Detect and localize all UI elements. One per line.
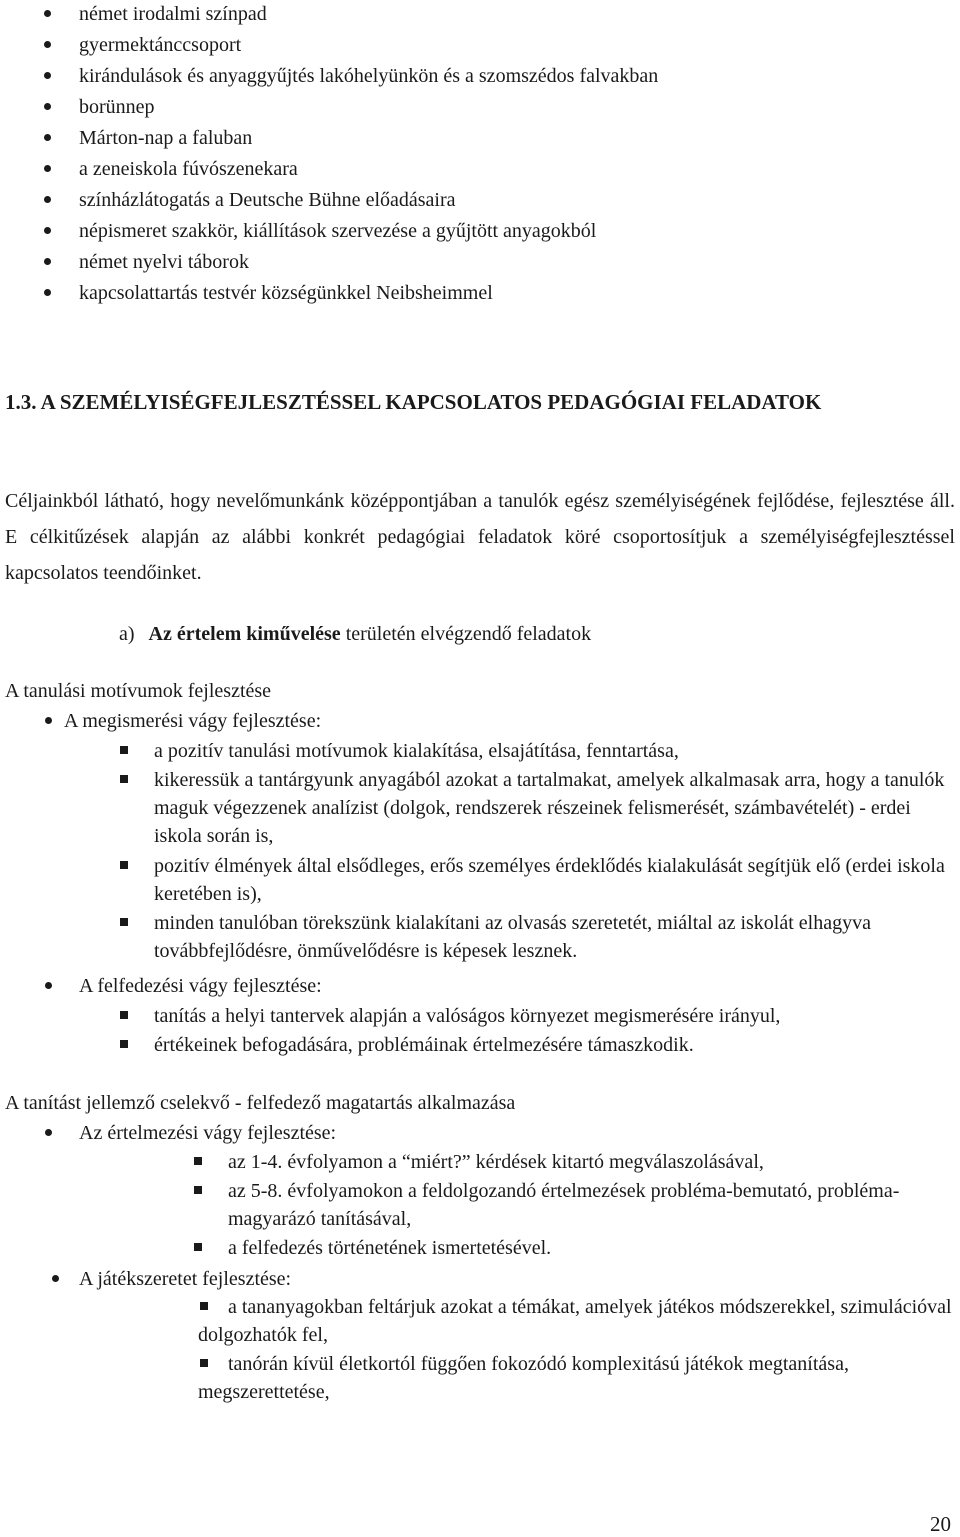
square-bullet-icon <box>194 1157 202 1165</box>
page-number: 20 <box>930 1512 951 1536</box>
sub-bullet-text: kikeressük a tantárgyunk anyagából azokat a tartalmakat, amelyek alkalmasak arra, hogy a tanulók maguk végezzenek analízist (dolgok, rendszerek részeinek felismerését, számbavételét) - erdei iskola során is, <box>154 769 945 847</box>
square-bullet-icon <box>120 1040 128 1048</box>
sub-bullet-text: az 5-8. évfolyamokon a feldolgozandó értelmezések probléma-bemutató, probléma-magyarázó tanításával, <box>228 1180 900 1230</box>
subsection-heading <box>119 620 591 648</box>
section-heading: 1.3. A SZEMÉLYISÉGFEJLESZTÉSSEL KAPCSOLATOS PEDAGÓGIAI FELADATOK <box>5 390 822 414</box>
bullet-dot-icon <box>44 196 51 203</box>
list-item: német irodalmi színpad <box>0 0 658 31</box>
bullet-dot-icon <box>52 1275 59 1282</box>
intro-paragraph: Céljainkból látható, hogy nevelőmunkánk középpontjában a tanulók egész személyiségének fejlődése, fejlesztése áll. E célkitűzések alapján az alábbi konkrét pedagógiai feladatok köré csoportosítjuk a személyiségfejlesztéssel kapcsolatos teendőinket. <box>5 490 955 584</box>
block-title: A tanítást jellemző cselekvő - felfedező magatartás alkalmazása <box>5 1092 516 1114</box>
square-bullet-icon <box>120 918 128 926</box>
bullet-dot-icon <box>44 41 51 48</box>
sub-bullet-text: pozitív élmények által elsődleges, erős személyes érdeklődés kialakulását segítjük elő (erdei iskola keretében is), <box>154 855 945 905</box>
square-bullet-icon <box>120 746 128 754</box>
sub-bullet-text: tanórán kívül életkortól függően fokozódó komplexitású játékok megtanítása, megszerettetése, <box>198 1353 849 1403</box>
bullet-dot-icon <box>44 10 51 17</box>
bullet-dot-icon <box>44 103 51 110</box>
list-item: borünnep <box>0 93 658 124</box>
bullet-label: Az értelmezési vágy fejlesztése: <box>79 1122 337 1144</box>
square-bullet-icon <box>120 775 128 783</box>
square-bullet-icon <box>120 861 128 869</box>
bullet-dot-icon <box>44 165 51 172</box>
square-bullet-icon <box>120 1011 128 1019</box>
list-item: Márton-nap a faluban <box>0 124 658 155</box>
bullet-label: A megismerési vágy fejlesztése: <box>64 710 322 732</box>
bullet-label: A játékszeretet fejlesztése: <box>79 1268 292 1290</box>
list-item: kirándulások és anyaggyűjtés lakóhelyünkön és a szomszédos falvakban <box>0 62 658 93</box>
list-item: színházlátogatás a Deutsche Bühne előadásaira <box>0 186 658 217</box>
list-item: német nyelvi táborok <box>0 248 658 279</box>
sub-bullet-text: a felfedezés történetének ismertetésével. <box>228 1237 552 1259</box>
activities-list <box>0 0 658 310</box>
bullet-dot-icon <box>45 717 52 724</box>
list-item: kapcsolattartás testvér községünkkel Neibsheimmel <box>0 279 658 310</box>
bullet-dot-icon <box>45 982 52 989</box>
square-bullet-icon <box>194 1243 202 1251</box>
sub-bullet-text: minden tanulóban törekszünk kialakítani az olvasás szeretetét, miáltal az iskolát elhagyva továbbfejlődésre, önművelődésre is képesek lesznek. <box>154 912 871 962</box>
list-item: a zeneiskola fúvószenekara <box>0 155 658 186</box>
sub-bullet-text: a pozitív tanulási motívumok kialakítása, elsajátítása, fenntartása, <box>154 740 679 762</box>
subsection-label: a) <box>119 623 135 645</box>
bullet-dot-icon <box>44 134 51 141</box>
sub-bullet-text: az 1-4. évfolyamon a “miért?” kérdések kitartó megválaszolásával, <box>228 1151 764 1173</box>
bullet-dot-icon <box>44 289 51 296</box>
block-title: A tanulási motívumok fejlesztése <box>5 680 272 702</box>
sub-bullet-text: tanítás a helyi tantervek alapján a valóságos környezet megismerésére irányul, <box>154 1005 781 1027</box>
bullet-dot-icon <box>44 227 51 234</box>
list-item: gyermektánccsoport <box>0 31 658 62</box>
bullet-dot-icon <box>44 72 51 79</box>
sub-bullet-text: a tananyagokban feltárjuk azokat a témákat, amelyek játékos módszerekkel, szimulációval dolgozhatók fel, <box>198 1296 952 1346</box>
sub-bullet-text: értékeinek befogadására, problémáinak értelmezésére támaszkodik. <box>154 1034 694 1056</box>
list-item: népismeret szakkör, kiállítások szervezése a gyűjtött anyagokból <box>0 217 658 248</box>
bullet-label: A felfedezési vágy fejlesztése: <box>79 975 322 997</box>
subsection-bold-text: Az értelem kiművelése <box>148 623 341 645</box>
square-bullet-icon <box>194 1186 202 1194</box>
bullet-dot-icon <box>45 1129 52 1136</box>
bullet-dot-icon <box>44 258 51 265</box>
subsection-rest-text: területén elvégzendő feladatok <box>340 623 592 645</box>
